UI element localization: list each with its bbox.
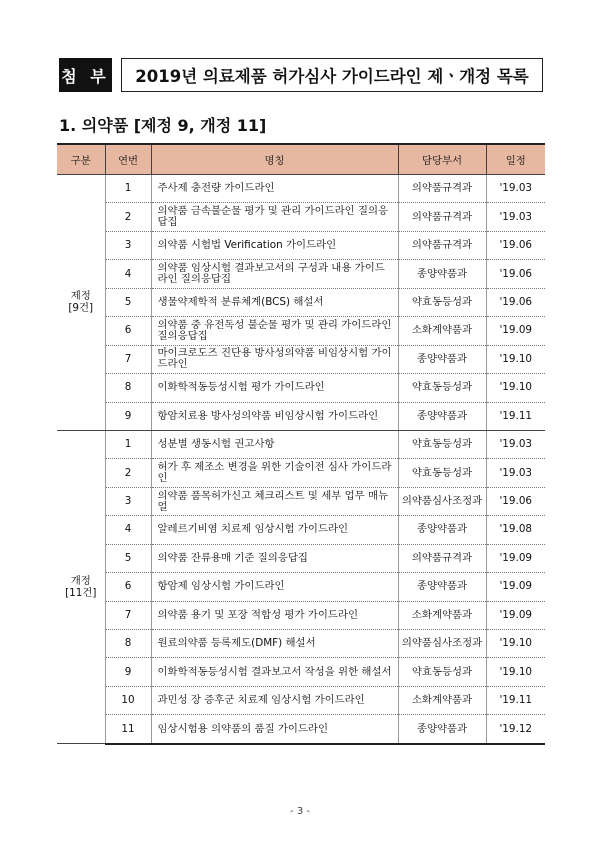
page-number: - 3 - [290,806,310,817]
column-header-name: 명칭 [151,144,398,175]
row-number-cell: 9 [105,402,151,430]
department-cell: 의약품심사조정과 [398,630,486,658]
table-row [57,715,545,744]
department-cell: 약효동등성과 [398,459,486,487]
schedule-cell: '19.03 [486,175,545,203]
row-number-cell: 8 [105,374,151,402]
section-title: 1. 의약품 [제정 9, 개정 11] [59,116,267,135]
department-cell: 약효동등성과 [398,658,486,686]
table-body [57,175,545,744]
row-number-cell: 4 [105,260,151,288]
table-row [57,516,545,544]
schedule-cell: '19.10 [486,630,545,658]
row-number-cell: 3 [105,487,151,515]
guideline-name-cell: 마이크로도즈 진단용 방사성의약품 비임상시험 가이드라인 [151,345,398,373]
department-cell: 의약품규격과 [398,544,486,572]
row-number-cell: 2 [105,203,151,231]
table-row [57,374,545,402]
guideline-table [57,143,545,745]
attachment-badge: 첨 부 [59,58,112,92]
row-number-cell: 1 [105,175,151,203]
guideline-name-cell: 이화학적동등성시험 결과보고서 작성을 위한 해설서 [151,658,398,686]
department-cell: 의약품규격과 [398,175,486,203]
table-row [57,487,545,515]
department-cell: 소화계약품과 [398,601,486,629]
department-cell: 종양약품과 [398,402,486,430]
row-number-cell: 7 [105,345,151,373]
page-header [59,58,543,92]
row-number-cell: 5 [105,288,151,316]
department-cell: 의약품규격과 [398,203,486,231]
schedule-cell: '19.06 [486,487,545,515]
group-count: [11건] [65,587,97,600]
schedule-cell: '19.03 [486,430,545,458]
schedule-cell: '19.09 [486,317,545,345]
guideline-name-cell: 임상시험용 의약품의 품질 가이드라인 [151,715,398,744]
schedule-cell: '19.09 [486,544,545,572]
guideline-name-cell: 의약품 금속불순물 평가 및 관리 가이드라인 질의응답집 [151,203,398,231]
row-number-cell: 4 [105,516,151,544]
guideline-name-cell: 의약품 시험법 Verification 가이드라인 [151,231,398,259]
table-row [57,317,545,345]
department-cell: 약효동등성과 [398,430,486,458]
department-cell: 의약품규격과 [398,231,486,259]
table-row [57,260,545,288]
table-row [57,573,545,601]
group-cell [57,175,105,431]
guideline-name-cell: 의약품 용기 및 포장 적합성 평가 가이드라인 [151,601,398,629]
guideline-name-cell: 성분별 생동시험 권고사항 [151,430,398,458]
table-row [57,630,545,658]
guideline-name-cell: 의약품 잔류용매 기준 질의응답집 [151,544,398,572]
schedule-cell: '19.08 [486,516,545,544]
row-number-cell: 11 [105,715,151,744]
schedule-cell: '19.06 [486,288,545,316]
column-header-number: 연번 [105,144,151,175]
row-number-cell: 10 [105,686,151,714]
table-row [57,402,545,430]
row-number-cell: 6 [105,317,151,345]
guideline-name-cell: 주사제 충전량 가이드라인 [151,175,398,203]
table-row [57,686,545,714]
schedule-cell: '19.11 [486,402,545,430]
group-cell [57,430,105,743]
table-row [57,203,545,231]
guideline-name-cell: 항암제 임상시험 가이드라인 [151,573,398,601]
schedule-cell: '19.06 [486,260,545,288]
row-number-cell: 9 [105,658,151,686]
guideline-name-cell: 의약품 임상시험 결과보고서의 구성과 내용 가이드라인 질의응답집 [151,260,398,288]
department-cell: 약효동등성과 [398,374,486,402]
schedule-cell: '19.11 [486,686,545,714]
schedule-cell: '19.09 [486,601,545,629]
schedule-cell: '19.10 [486,345,545,373]
department-cell: 종양약품과 [398,573,486,601]
guideline-name-cell: 이화학적동등성시험 평가 가이드라인 [151,374,398,402]
row-number-cell: 7 [105,601,151,629]
document-title: 2019년 의료제품 허가심사 가이드라인 제ㆍ개정 목록 [121,58,543,92]
column-header-schedule: 일정 [486,144,545,175]
column-header-department: 담당부서 [398,144,486,175]
guideline-name-cell: 원료의약품 등록제도(DMF) 해설서 [151,630,398,658]
row-number-cell: 6 [105,573,151,601]
schedule-cell: '19.10 [486,658,545,686]
table-header-row [57,144,545,175]
guideline-name-cell: 알레르기비염 치료제 임상시험 가이드라인 [151,516,398,544]
department-cell: 소화계약품과 [398,317,486,345]
department-cell: 소화계약품과 [398,686,486,714]
guideline-name-cell: 의약품 품목허가신고 체크리스트 및 세부 업무 매뉴얼 [151,487,398,515]
schedule-cell: '19.03 [486,203,545,231]
table-row [57,231,545,259]
table-row [57,601,545,629]
row-number-cell: 1 [105,430,151,458]
table-row [57,345,545,373]
schedule-cell: '19.06 [486,231,545,259]
table-row [57,175,545,203]
table-row [57,288,545,316]
schedule-cell: '19.12 [486,715,545,744]
guideline-name-cell: 항암치료용 방사성의약품 비임상시험 가이드라인 [151,402,398,430]
schedule-cell: '19.09 [486,573,545,601]
department-cell: 의약품심사조정과 [398,487,486,515]
schedule-cell: '19.10 [486,374,545,402]
department-cell: 종양약품과 [398,715,486,744]
department-cell: 약효동등성과 [398,288,486,316]
group-label: 개정 [70,575,91,588]
row-number-cell: 3 [105,231,151,259]
group-label: 제정 [70,290,91,303]
department-cell: 종양약품과 [398,345,486,373]
guideline-name-cell: 생물약제학적 분류체계(BCS) 해설서 [151,288,398,316]
guideline-name-cell: 과민성 장 증후군 치료제 임상시험 가이드라인 [151,686,398,714]
row-number-cell: 5 [105,544,151,572]
department-cell: 종양약품과 [398,516,486,544]
schedule-cell: '19.03 [486,459,545,487]
guideline-name-cell: 의약품 중 유전독성 불순물 평가 및 관리 가이드라인 질의응답집 [151,317,398,345]
column-header-category: 구분 [57,144,105,175]
table-row [57,544,545,572]
row-number-cell: 2 [105,459,151,487]
table-row [57,430,545,458]
department-cell: 종양약품과 [398,260,486,288]
table-row [57,658,545,686]
row-number-cell: 8 [105,630,151,658]
table-row [57,459,545,487]
guideline-name-cell: 허가 후 제조소 변경을 위한 기술이전 심사 가이드라인 [151,459,398,487]
group-count: [9건] [68,302,94,315]
